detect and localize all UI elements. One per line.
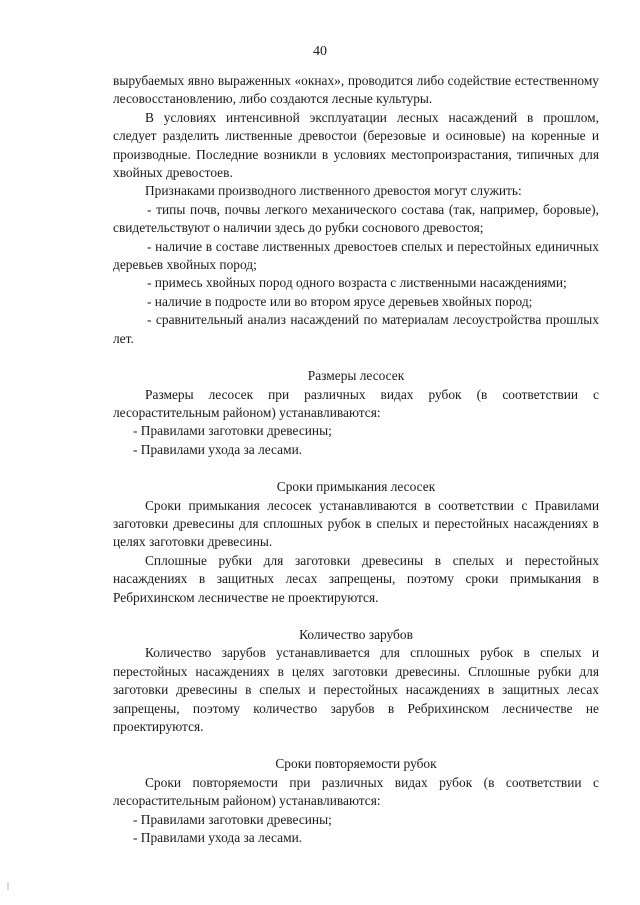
section-spacer bbox=[113, 736, 599, 755]
page-number: 40 bbox=[313, 44, 327, 59]
paragraph: вырубаемых явно выраженных «окнах», проводится либо содействие естественному лесовосстановлению, либо создаются лесные культуры. bbox=[113, 73, 599, 107]
list-item: - Правилами заготовки древесины; bbox=[133, 811, 332, 827]
document-body bbox=[113, 72, 599, 847]
paragraph: Количество зарубов устанавливается для сплошных рубок в спелых и перестойных насаждениях в целях заготовки древесины. Сплошные рубки для заготовки древесины в спелых и перестойных насаждениях в защитных лесах запрещены, поэтому количество зарубов в Ребрихинском лесничестве не проектируются. bbox=[113, 645, 599, 734]
section-heading: Сроки повторяемости рубок bbox=[275, 756, 437, 772]
list-item: - сравнительный анализ насаждений по материалам лесоустройства прошлых лет. bbox=[113, 312, 599, 346]
paragraph: В условиях интенсивной эксплуатации лесных насаждений в прошлом, следует разделить лиственные древостои (березовые и осиновые) на коренные и производные. Последние возникли в условиях местопроизрастания, типичных для хвойных древостоев. bbox=[113, 109, 599, 181]
section-heading: Размеры лесосек bbox=[307, 368, 405, 384]
list-item: - типы почв, почвы легкого механического состава (так, например, боровые), свидетельствуют о наличии здесь до рубки соснового древостоя; bbox=[113, 201, 599, 236]
section-heading: Количество зарубов bbox=[299, 626, 413, 642]
section-spacer bbox=[113, 348, 599, 367]
list-item: - примесь хвойных пород одного возраста с лиственными насаждениями; bbox=[147, 275, 567, 291]
section-spacer bbox=[113, 459, 599, 478]
list-item: - Правилами заготовки древесины; bbox=[133, 423, 332, 439]
section-spacer bbox=[113, 607, 599, 626]
list-item: - наличие в подросте или во втором ярусе деревьев хвойных пород; bbox=[147, 293, 533, 309]
paragraph: Сроки повторяемости при различных видах рубок (в соответствии с лесорастительным районом) устанавливаются: bbox=[113, 774, 599, 809]
section-heading: Сроки примыкания лесосек bbox=[276, 479, 436, 495]
scan-edge-mark bbox=[7, 882, 9, 890]
paragraph: Размеры лесосек при различных видах рубок (в соответствии с лесорастительным районом) устанавливаются: bbox=[113, 386, 599, 420]
paragraph: Признаками производного лиственного древостоя могут служить: bbox=[145, 183, 522, 199]
list-item: - Правилами ухода за лесами. bbox=[133, 441, 303, 457]
paragraph: Сплошные рубки для заготовки древесины в спелых и перестойных насаждениях в защитных лесах запрещены, поэтому сроки примыкания в Ребрихинском лесничестве не проектируются. bbox=[113, 552, 599, 605]
list-item: - Правилами ухода за лесами. bbox=[133, 830, 303, 846]
list-item: - наличие в составе лиственных древостоев спелых и перестойных единичных деревьев хвойных пород; bbox=[113, 238, 599, 273]
paragraph: Сроки примыкания лесосек устанавливаются в соответствии с Правилами заготовки древесины для сплошных рубок в спелых и перестойных насаждениях в целях заготовки древесины. bbox=[113, 497, 599, 550]
